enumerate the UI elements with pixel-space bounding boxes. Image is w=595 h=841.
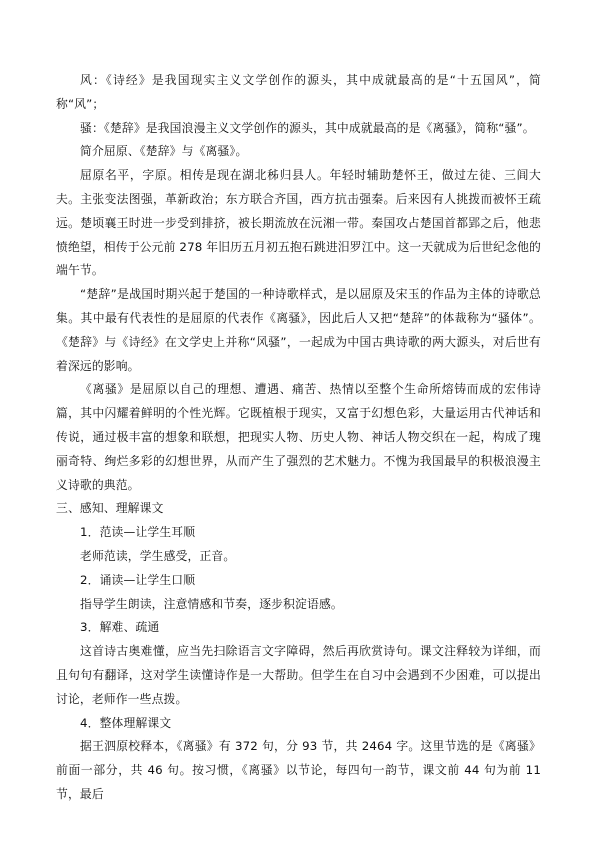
paragraph-lisao: 《离骚》是屈原以自己的理想、遭遇、痛苦、热情以至整个生命所熔铸而成的宏伟诗篇，其中闪耀着鲜明的个性光辉。它既植根于现实，又富于幻想色彩，大量运用古代神话和传说，通过极丰富的想象和联想，把现实人物、历史人物、神话人物交织在一起，构成了瑰丽奇特、绚烂多彩的幻想世界，从而产生了强烈的艺术魅力。不愧为我国最早的积极浪漫主义诗歌的典范。	[56, 382, 541, 492]
paragraph-intro-heading: 简介屈原、《楚辞》与《离骚》。	[80, 144, 248, 159]
step-3-body: 这首诗古奥难懂，应当先扫除语言文字障碍，然后再欣赏诗句。课文注释较为详细，而且句句有翻译，这对学生读懂诗作是一大帮助。但学生在自习中会遇到不少困难，可以提出讨论，老师作一些点拨。	[56, 644, 541, 706]
paragraph-quyuan-bio: 屈原名平，字原。相传是现在湖北秭归县人。年轻时辅助楚怀王，做过左徒、三闾大夫。主张变法图强，革新政治；东方联合齐国，西方抗击强秦。后来因有人挑拨而被怀王疏远。楚顷襄王时进一步受到排挤，被长期流放在沅湘一带。秦国攻占楚国首都郢之后，他悲愤绝望，相传于公元前 278 年旧历五月初五抱石跳进汨罗江中。这一天就成为后世纪念他的端午节。	[56, 168, 541, 278]
document-body	[56, 69, 541, 807]
paragraph-chuci: “楚辞”是战国时期兴起于楚国的一种诗歌样式，是以屈原及宋玉的作品为主体的诗歌总集。其中最有代表性的是屈原的代表作《离骚》，因此后人又把“楚辞”的体裁称为“骚体”。《楚辞》与《诗经》在文学史上并称“风骚”，一起成为中国古典诗歌的两大源头，对后世有着深远的影响。	[56, 287, 541, 373]
paragraph-sao: 骚：《楚辞》是我国浪漫主义文学创作的源头，其中成就最高的是《离骚》，简称“骚”。	[80, 120, 535, 135]
paragraph-feng: 风：《诗经》是我国现实主义文学创作的源头，其中成就最高的是“十五国风”，简称“风”；	[56, 73, 541, 111]
step-4-title: 4．整体理解课文	[80, 715, 172, 730]
step-2-title: 2．诵读—让学生口顺	[80, 572, 196, 587]
step-1-title: 1．范读—让学生耳顺	[80, 525, 196, 540]
step-1-body: 老师范读，学生感受，正音。	[80, 548, 236, 563]
step-4-body: 据王泗原校释本，《离骚》有 372 句，分 93 节，共 2464 字。这里节选的是《离骚》前面一部分，共 46 句。按习惯，《离骚》以节论，每四句一韵节，课文前 44 句为前 11 节，最后	[56, 739, 541, 801]
step-2-body: 指导学生朗读，注意情感和节奏，逐步积淀语感。	[80, 596, 343, 611]
step-3-title: 3．解难、疏通	[80, 620, 160, 635]
section-heading: 三、感知、理解课文	[56, 501, 164, 516]
